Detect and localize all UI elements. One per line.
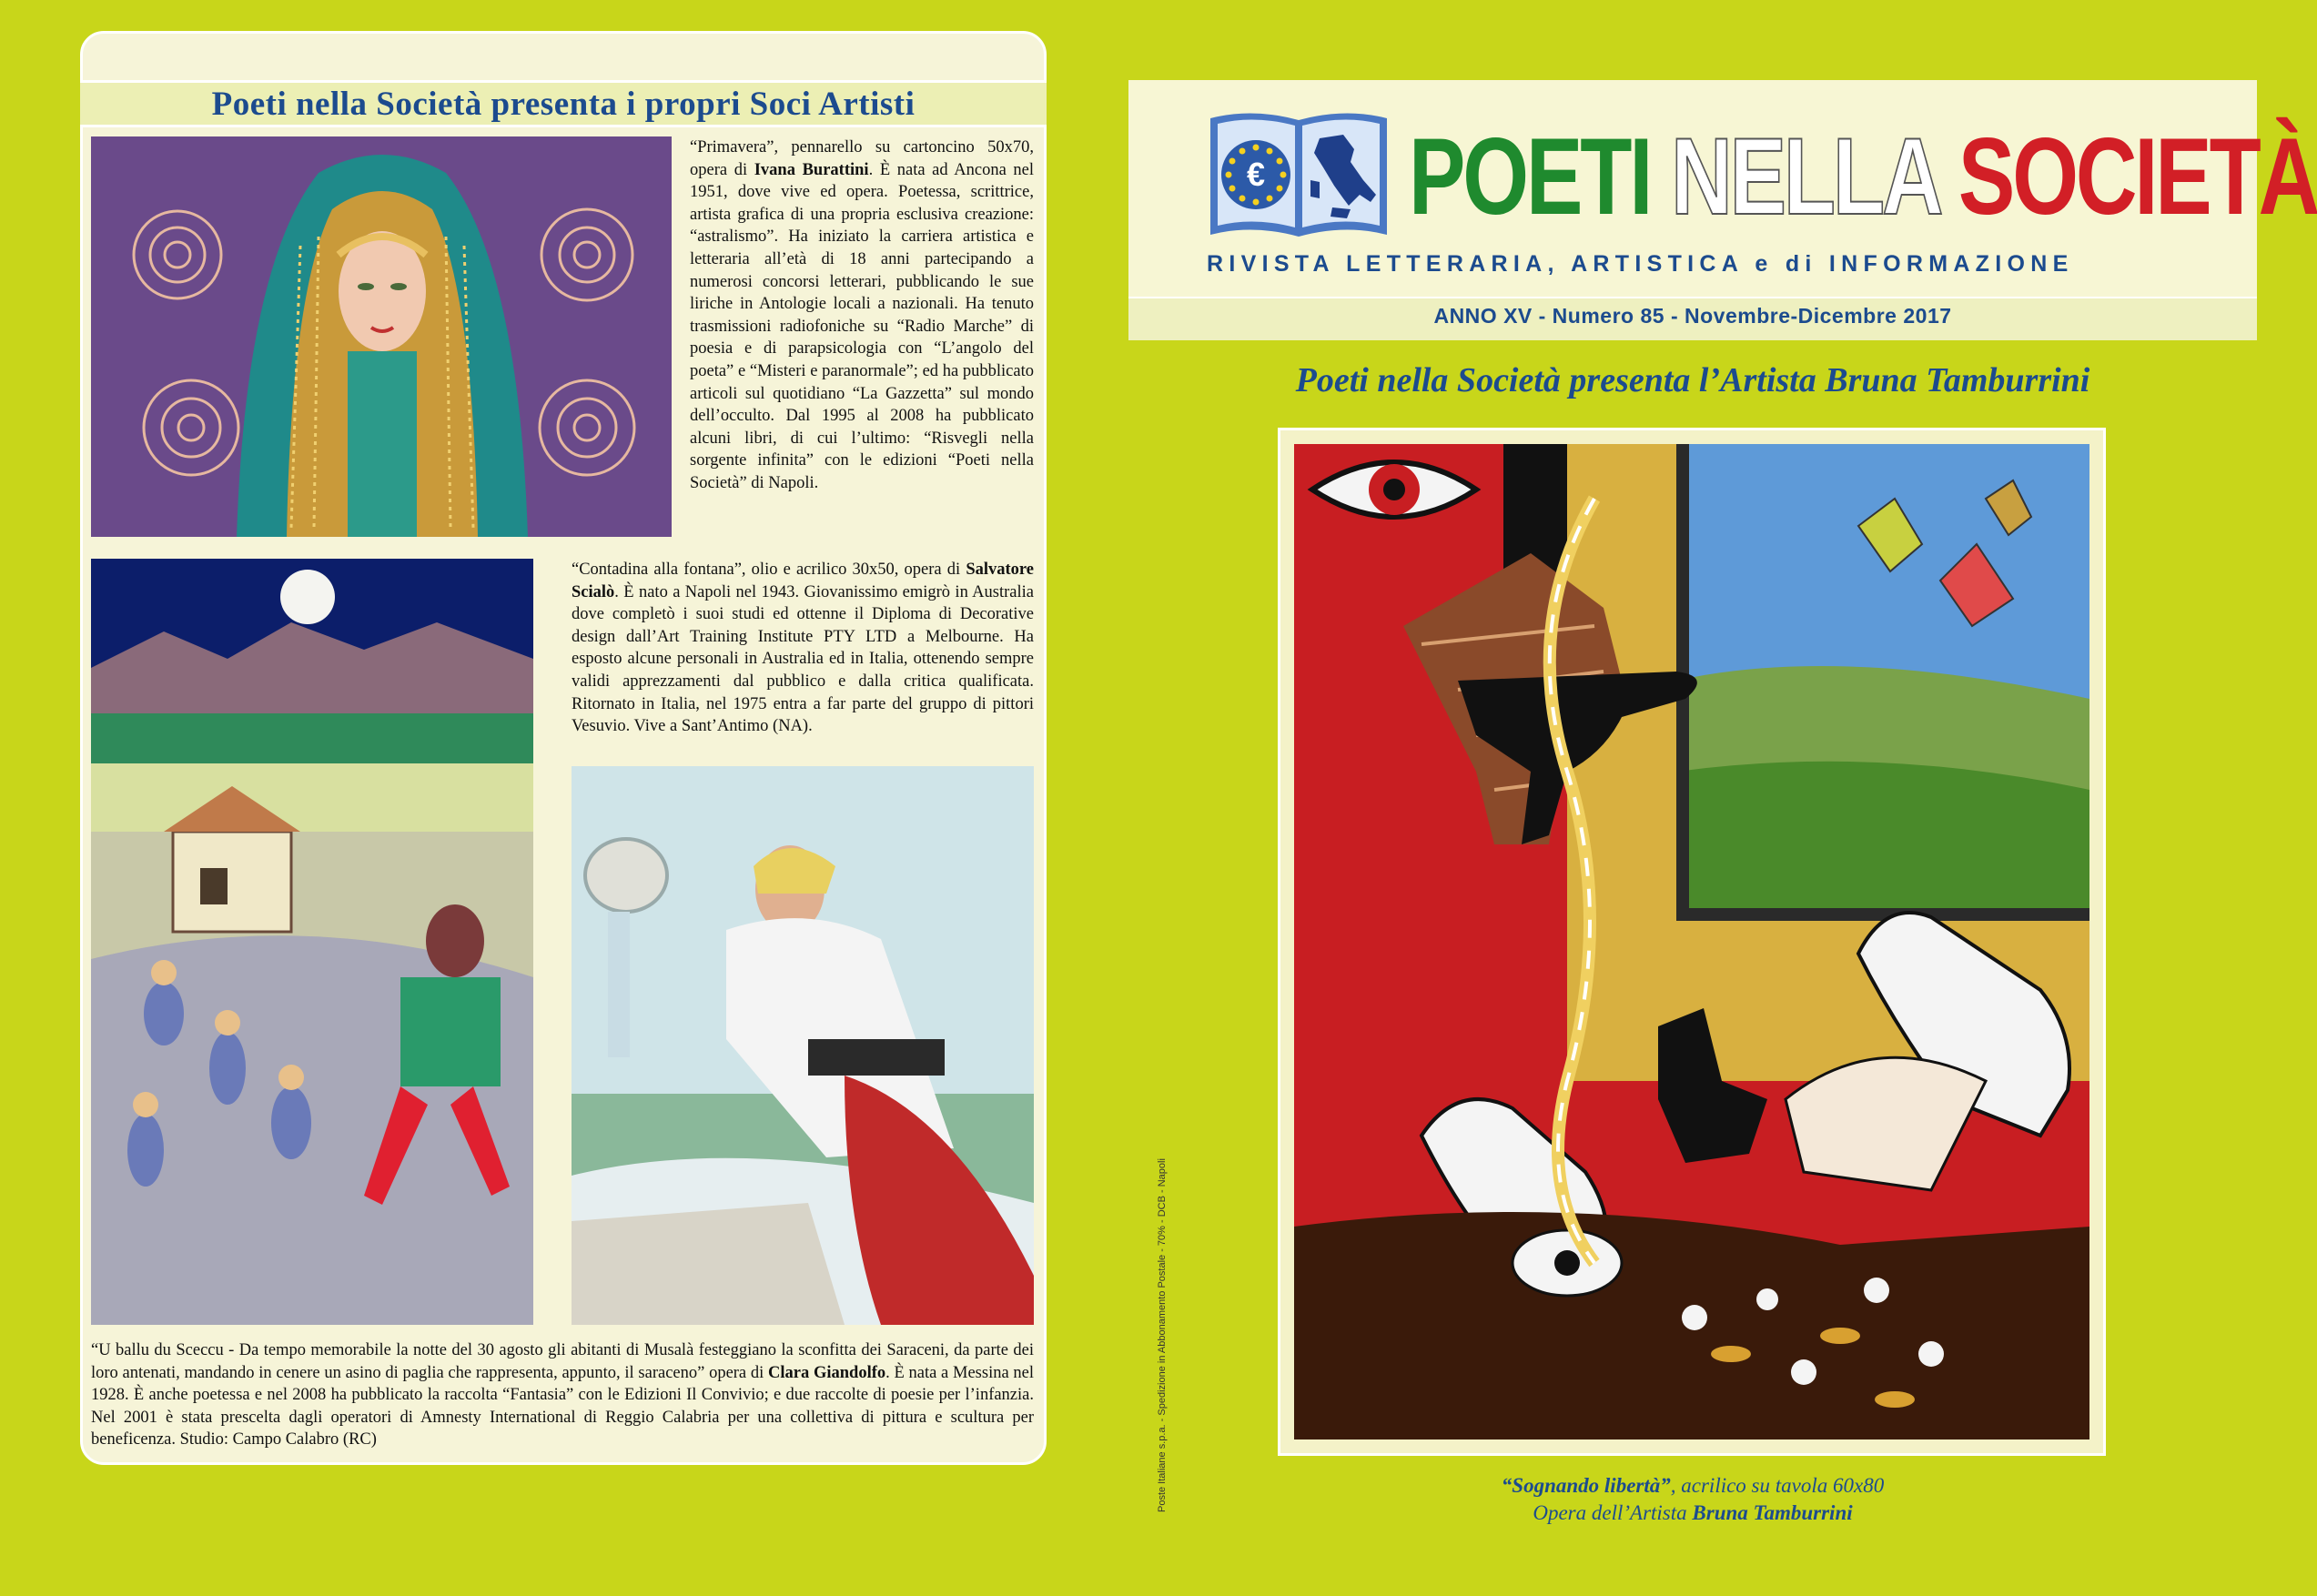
article-primavera-text: “Primavera”, pennarello su cartoncino 50x70, opera di Ivana Burattini. È nata ad Ancona nel 1951, dove vive ed opera. Poetessa, scrittrice, artista grafica di una propria esclusiva creazione: “astralismo”. Ha iniziato la carriera artistica e letteraria all’età di 18 anni partecipando a numerosi concorsi letterari, pubblicando le sue liriche in Antologie locali a nazionali. Ha tenuto trasmissioni radiofoniche su “Radio Marche” di poesia e di parapsicologia con “L’angolo del poeta” e “Misteri e paranormale”; ed ha pubblicato articoli sul quotidiano “La Gazzetta” sul mondo dell’occulto. Dal 1995 al 2008 ha pubblicato alcuni libri, di cui l’ultimo: “Risvegli nella sorgente infinita” con le edizioni “Poeti nella Società” di Napoli. — [690, 138, 1035, 492]
right-page-heading: Poeti nella Società presenta l’Artista Bruna Tamburrini — [1295, 361, 2090, 399]
magazine-brand-title: POETI NELLA SOCIETÀ — [1409, 116, 2317, 237]
painting-sognando-liberta — [1294, 444, 2089, 1439]
painting-primavera — [91, 136, 672, 537]
issue-info: ANNO XV - Numero 85 - Novembre-Dicembre 2017 — [1433, 304, 1952, 328]
painting-ballu-du-sceccu — [91, 559, 533, 1325]
painting-caption: “Sognando libertà”, acrilico su tavola 60x80 Opera dell’Artista Bruna Tamburrini — [1501, 1474, 1885, 1524]
book-logo-icon — [1207, 107, 1391, 242]
left-page-title: Poeti nella Società presenta i propri Soci Artisti — [211, 85, 916, 123]
magazine-subtitle: RIVISTA LETTERARIA, ARTISTICA e di INFORMAZIONE — [1207, 251, 2074, 277]
postal-notice: Poste Italiane s.p.a. - Spedizione in Abbonamento Postale - 70% - DCB - Napoli — [1157, 1158, 1168, 1512]
svg-text:€: € — [1246, 156, 1266, 193]
article-ballu-text: “U ballu du Sceccu - Da tempo memorabile la notte del 30 agosto gli abitanti di Musalà festeggiano la sconfitta dei Saraceni, da parte dei loro antenati, mandando in cenere un asino di paglia che rappresenta, appunto, il saraceno” opera di Clara Giandolfo. È nata a Messina nel 1928. È anche poetessa e nel 2008 ha pubblicato la raccolta “Fantasia” con le Edizioni Il Convivio; e due raccolte di poesie per l’infanzia. Nel 2001 è stata prescelta dagli operatori di Amnesty International di Reggio Calabria per una collettiva di pittura e scultura per beneficenza. Studio: Campo Calabro (RC) — [91, 1341, 1035, 1450]
painting-contadina-alla-fontana — [572, 766, 1034, 1325]
article-contadina-text: “Contadina alla fontana”, olio e acrilico 30x50, opera di Salvatore Scialò. È nato a Napoli nel 1943. Giovanissimo emigrò in Australia dove completò i suoi studi ed ottenne il Diploma di Decorative design dall’Art Training Institute PTY LTD a Melbourne. Ha esposto alcune personali in Australia ed in Italia, ottenendo sempre validi apprezzamenti dal pubblico e dalla critica qualificata. Ritornato in Italia, nel 1975 entra a far parte del gruppo di pittori Vesuvio. Vive a Sant’Antimo (NA). — [572, 561, 1034, 736]
